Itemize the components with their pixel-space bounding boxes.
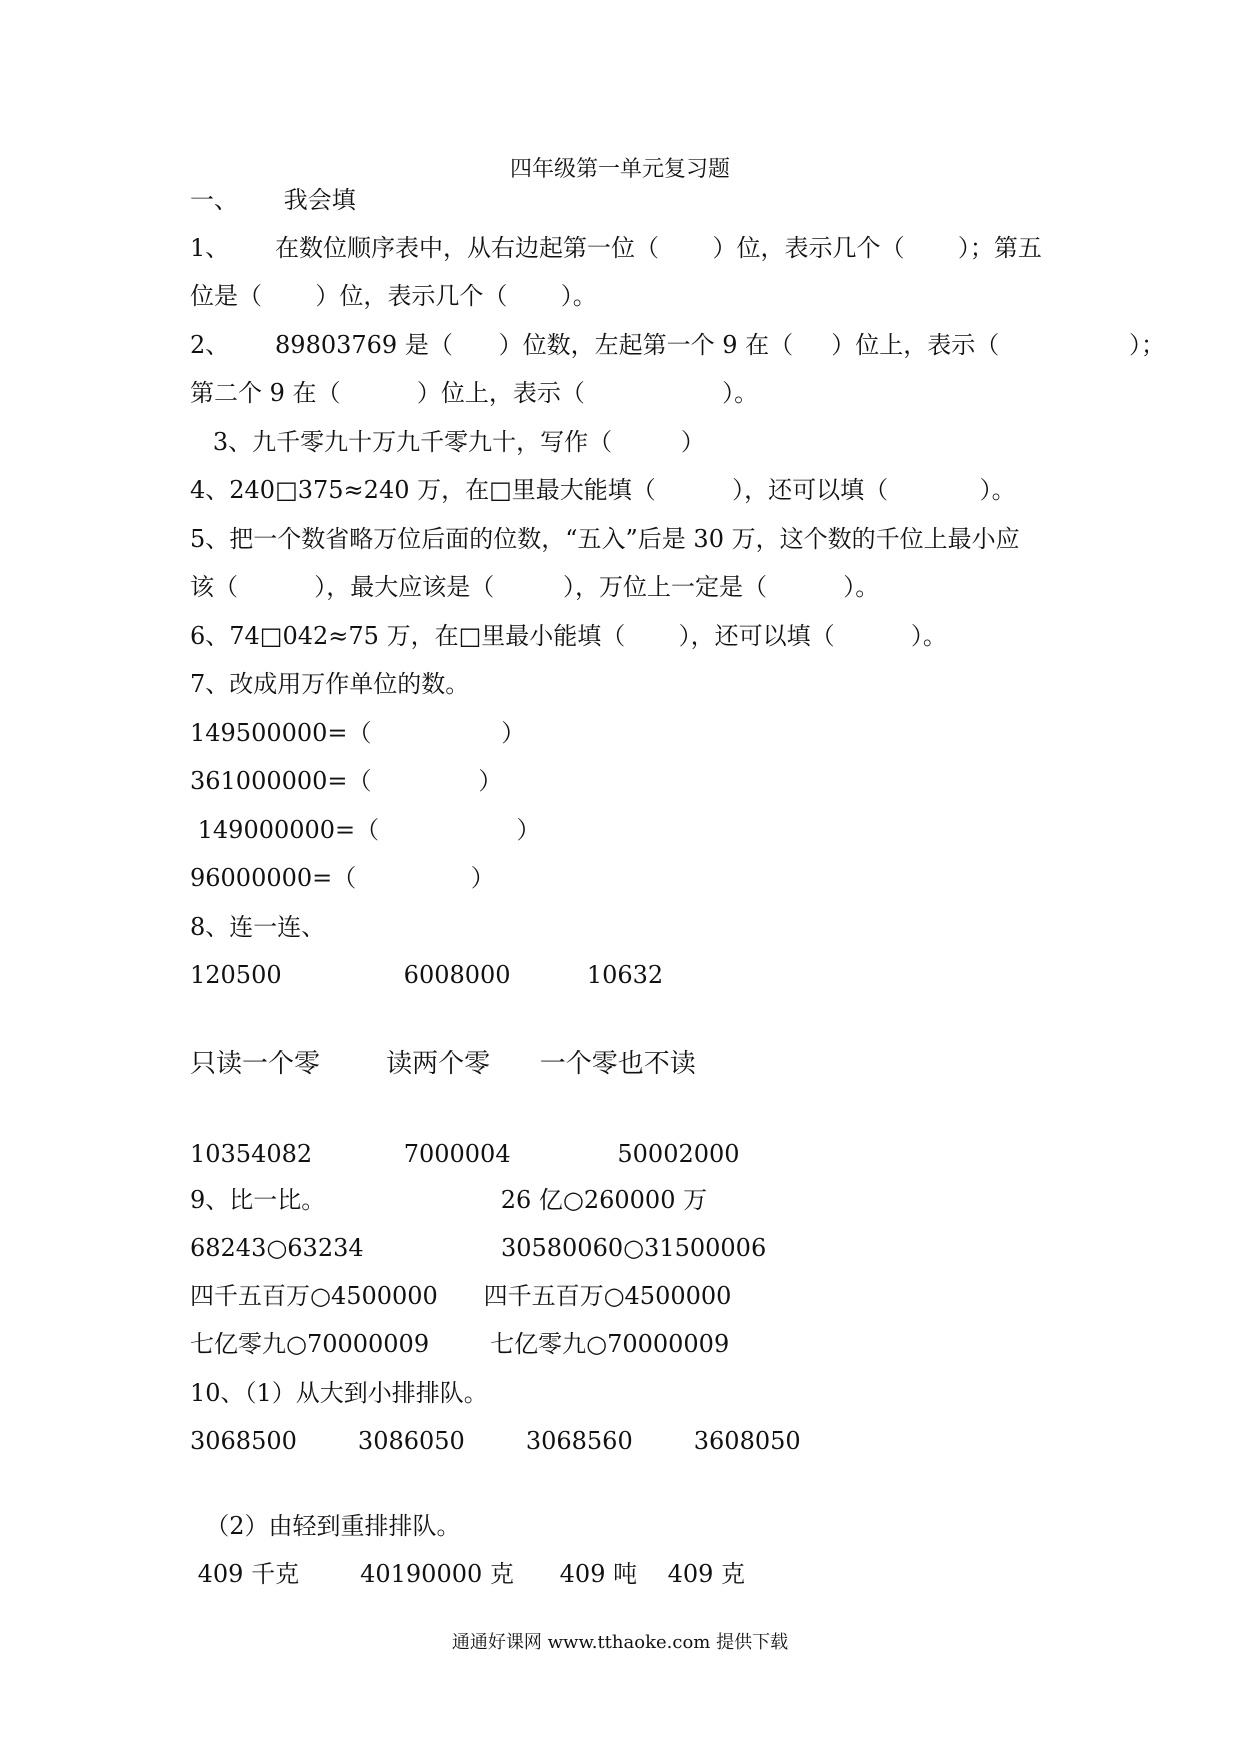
question-7-item-2: 361000000=（ ） <box>190 767 503 795</box>
section-heading: 一、 我会填 <box>190 186 356 214</box>
question-4: 4、240□375≈240 万，在□里最大能填（ ），还可以填（ ）。 <box>190 476 1016 504</box>
question-3: 3、九千零九十万九千零九十，写作（ ） <box>190 428 705 456</box>
footer-credit: 通通好课网 www.tthaoke.com 提供下载 <box>451 1632 789 1653</box>
question-9-row-2: 四千五百万○4500000 四千五百万○4500000 <box>190 1282 732 1310</box>
question-10-part-1: 10、（1）从大到小排排队。 <box>190 1379 488 1407</box>
page-title: 四年级第一单元复习题 <box>509 157 730 182</box>
question-7: 7、改成用万作单位的数。 <box>190 670 470 698</box>
question-8-numbers-top: 120500 6008000 10632 <box>190 961 664 989</box>
question-1-line-2: 位是（ ）位，表示几个（ ）。 <box>190 282 597 310</box>
question-8-categories: 只读一个零 读两个零 一个零也不读 <box>190 1049 696 1079</box>
question-9-row-3: 七亿零九○70000009 七亿零九○70000009 <box>190 1330 730 1358</box>
question-9-row-1: 68243○63234 30580060○31500006 <box>190 1234 767 1262</box>
question-10-part-2: （2）由轻到重排排队。 <box>190 1512 461 1540</box>
question-10-part-1-numbers: 3068500 3086050 3068560 3608050 <box>190 1427 801 1455</box>
question-6: 6、74□042≈75 万，在□里最小能填（ ），还可以填（ ）。 <box>190 622 947 650</box>
question-2-line-1: 2、 89803769 是（ ）位数，左起第一个 9 在（ ）位上，表示（ ）； <box>190 331 1165 359</box>
question-8: 8、连一连、 <box>190 913 326 941</box>
question-9: 9、比一比。 26 亿○260000 万 <box>190 1186 708 1214</box>
question-2-line-2: 第二个 9 在（ ）位上，表示（ ）。 <box>190 379 759 407</box>
question-10-part-2-items: 409 千克 40190000 克 409 吨 409 克 <box>190 1560 746 1588</box>
question-7-item-3: 149000000=（ ） <box>190 816 541 844</box>
question-7-item-4: 96000000=（ ） <box>190 864 495 892</box>
question-1-line-1: 1、 在数位顺序表中，从右边起第一位（ ）位，表示几个（ ）；第五 <box>190 234 1042 262</box>
question-5-line-1: 5、把一个数省略万位后面的位数，“五入”后是 30 万，这个数的千位上最小应 <box>190 525 1020 553</box>
question-8-numbers-bottom: 10354082 7000004 50002000 <box>190 1140 740 1168</box>
question-7-item-1: 149500000=（ ） <box>190 719 526 747</box>
question-5-line-2: 该（ ），最大应该是（ ），万位上一定是（ ）。 <box>190 573 880 601</box>
